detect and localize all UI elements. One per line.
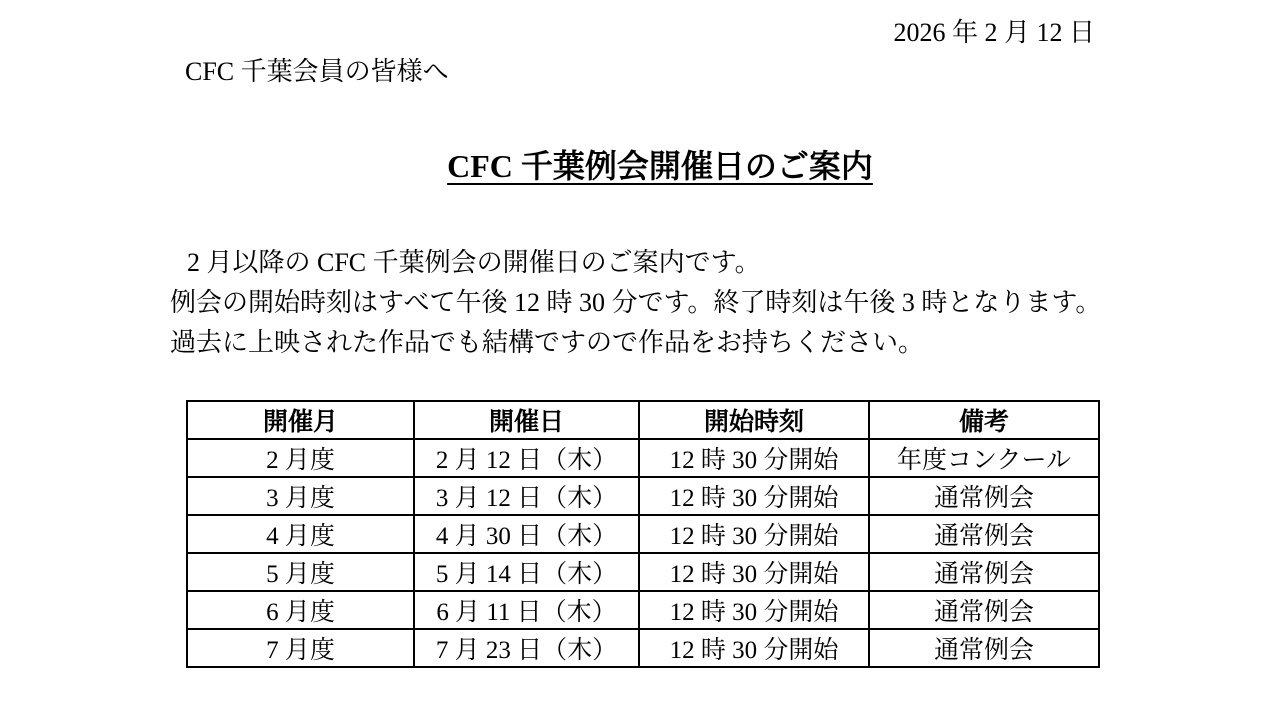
table-cell: 12 時 30 分開始 — [639, 515, 869, 553]
schedule-table — [186, 400, 1100, 668]
table-cell: 通常例会 — [869, 629, 1099, 667]
table-cell: 3 月 12 日（木） — [414, 477, 639, 515]
document-date: 2026 年 2 月 12 日 — [893, 18, 1095, 47]
table-cell: 通常例会 — [869, 553, 1099, 591]
body-line-3: 過去に上映された作品でも結構ですので作品をお持ちください。 — [170, 328, 925, 357]
table-row — [187, 439, 1099, 477]
table-header-cell: 開始時刻 — [639, 401, 869, 439]
body-line-1: 2 月以降の CFC 千葉例会の開催日のご案内です。 — [187, 248, 761, 277]
table-cell: 12 時 30 分開始 — [639, 439, 869, 477]
body-text — [170, 243, 1130, 363]
schedule-table-body — [187, 439, 1099, 667]
table-cell: 5 月度 — [187, 553, 414, 591]
table-header-cell: 開催月 — [187, 401, 414, 439]
table-cell: 7 月 23 日（木） — [414, 629, 639, 667]
table-row — [187, 629, 1099, 667]
table-cell: 12 時 30 分開始 — [639, 629, 869, 667]
table-cell: 年度コンクール — [869, 439, 1099, 477]
table-cell: 5 月 14 日（木） — [414, 553, 639, 591]
table-cell: 2 月 12 日（木） — [414, 439, 639, 477]
table-cell: 4 月 30 日（木） — [414, 515, 639, 553]
page-title — [20, 144, 1280, 188]
table-row — [187, 553, 1099, 591]
salutation-line: CFC 千葉会員の皆様へ — [185, 57, 449, 86]
table-header-cell: 備考 — [869, 401, 1099, 439]
table-cell: 12 時 30 分開始 — [639, 477, 869, 515]
table-cell: 通常例会 — [869, 515, 1099, 553]
table-cell: 7 月度 — [187, 629, 414, 667]
table-cell: 3 月度 — [187, 477, 414, 515]
table-header-cell: 開催日 — [414, 401, 639, 439]
schedule-table-head — [187, 401, 1099, 439]
table-cell: 6 月 11 日（木） — [414, 591, 639, 629]
table-cell: 6 月度 — [187, 591, 414, 629]
table-cell: 2 月度 — [187, 439, 414, 477]
table-cell: 4 月度 — [187, 515, 414, 553]
table-row — [187, 515, 1099, 553]
table-cell: 通常例会 — [869, 591, 1099, 629]
table-cell: 12 時 30 分開始 — [639, 553, 869, 591]
page-title-text: CFC 千葉例会開催日のご案内 — [447, 148, 873, 184]
table-cell: 通常例会 — [869, 477, 1099, 515]
table-row — [187, 477, 1099, 515]
table-cell: 12 時 30 分開始 — [639, 591, 869, 629]
table-header-row — [187, 401, 1099, 439]
body-line-2: 例会の開始時刻はすべて午後 12 時 30 分です。終了時刻は午後 3 時となります。 — [170, 288, 1102, 317]
table-row — [187, 591, 1099, 629]
